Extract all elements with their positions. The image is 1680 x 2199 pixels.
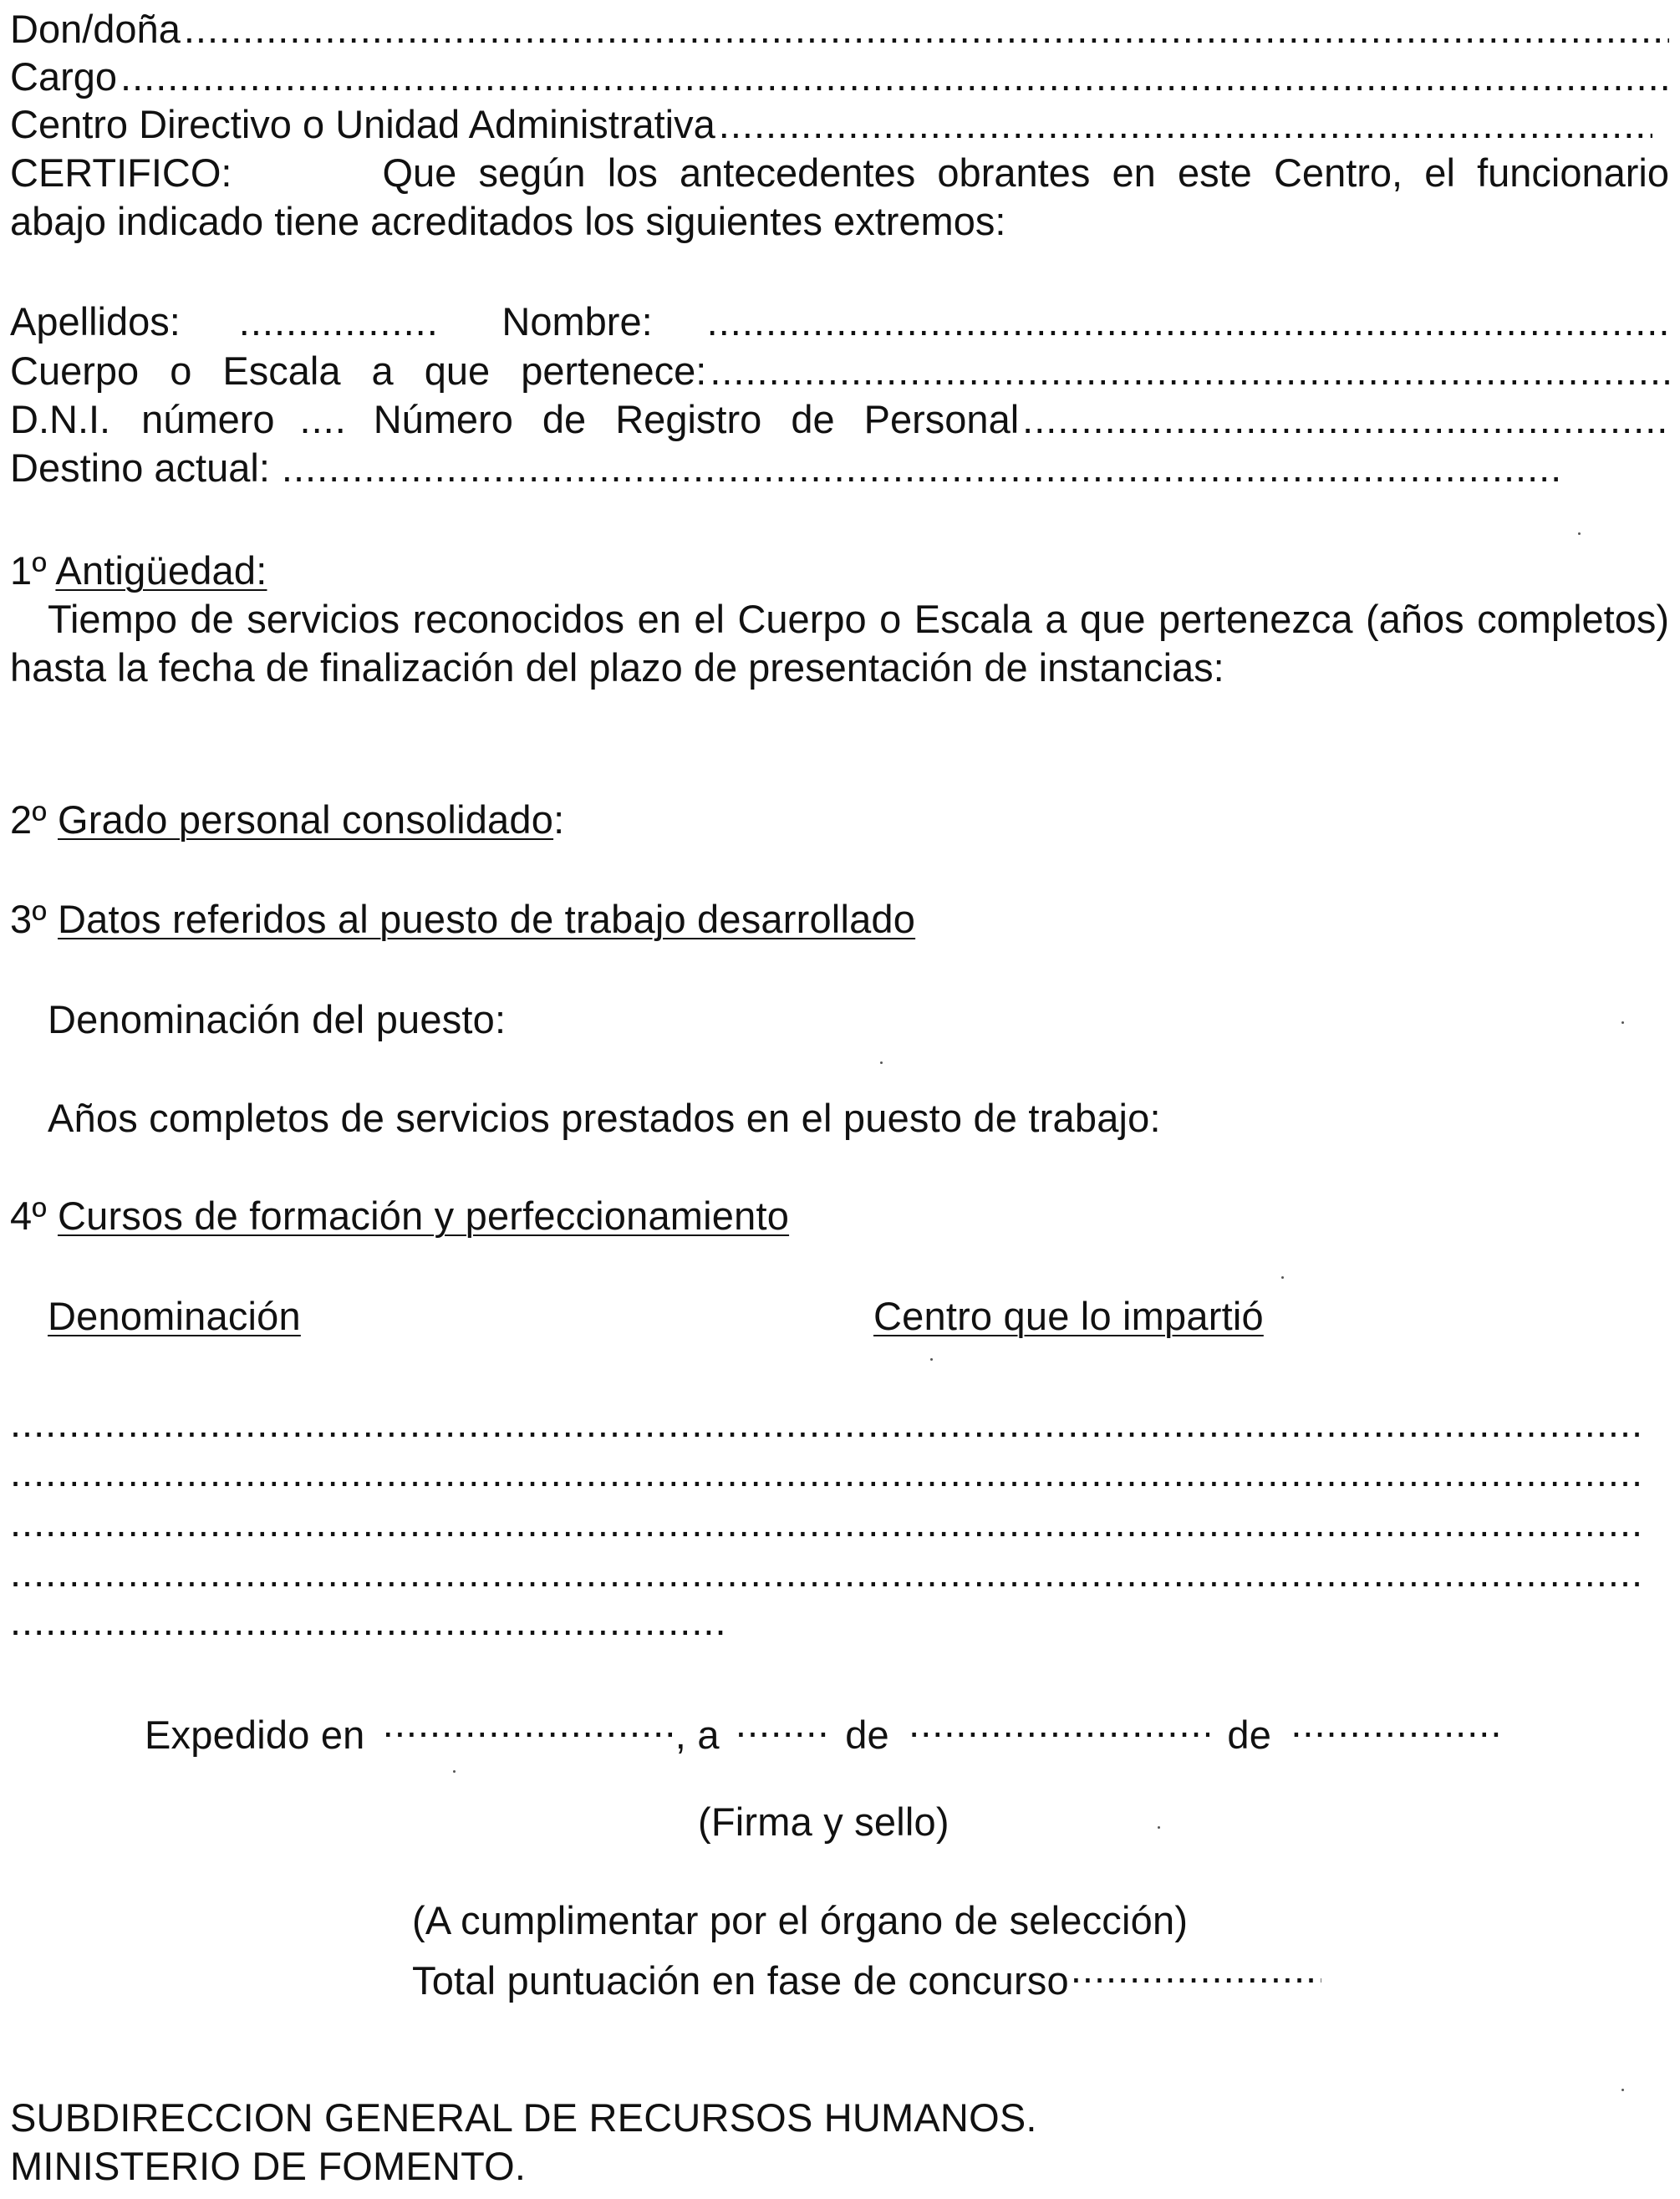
cuerpo-label: Cuerpo o Escala a que pertenece:: [10, 349, 707, 393]
cargo-line: [10, 52, 1669, 102]
don-line: [10, 4, 1669, 54]
datos-title: Datos referidos al puesto de trabajo desarrollado: [57, 897, 916, 941]
expedido-month-blank[interactable]: [909, 1698, 1209, 1749]
dni-label: D.N.I. número: [10, 397, 275, 441]
scan-speck: [1621, 2089, 1624, 2091]
antiguedad-title: Antigüedad:: [55, 548, 267, 593]
subdireccion-line: [10, 2093, 1037, 2143]
curso-blank-line[interactable]: [10, 1456, 1644, 1489]
expedido-label: Expedido en: [145, 1713, 365, 1757]
scan-speck: [453, 1770, 456, 1773]
anos-line: [48, 1093, 1161, 1143]
scan-speck: [880, 1061, 883, 1064]
cargo-label: Cargo: [10, 54, 118, 99]
curso-blank-line[interactable]: [10, 1605, 729, 1638]
col-centro: Centro que lo impartió: [873, 1294, 1264, 1338]
dni-line: [10, 394, 1669, 445]
firma-label: (Firma y sello): [698, 1799, 949, 1844]
firma-line: [698, 1797, 949, 1847]
cumplimentar-label: (A cumplimentar por el órgano de selección): [412, 1898, 1189, 1942]
subdireccion-text: SUBDIRECCION GENERAL DE RECURSOS HUMANOS.: [10, 2095, 1037, 2140]
scan-speck: [1578, 532, 1581, 535]
grado-heading: [10, 795, 564, 845]
certifico-paragraph: [10, 149, 1669, 246]
total-line: [412, 1944, 1321, 2003]
antiguedad-number: 1º: [10, 548, 47, 593]
denominacion-puesto-label: Denominación del puesto:: [48, 997, 507, 1041]
expedido-line: [145, 1698, 1499, 1757]
antiguedad-paragraph: [10, 595, 1669, 692]
datos-heading: [10, 894, 915, 944]
apellidos-nombre-line: [10, 297, 1669, 347]
curso-blank-line[interactable]: [10, 1407, 1644, 1440]
scan-speck: [1281, 1276, 1284, 1279]
scan-speck: [1621, 1021, 1624, 1024]
expedido-place-blank[interactable]: [383, 1698, 675, 1749]
ministerio-text: MINISTERIO DE FOMENTO.: [10, 2144, 527, 2188]
dni-blank[interactable]: [300, 394, 350, 445]
grado-title: Grado personal consolidado: [57, 797, 554, 842]
anos-label: Años completos de servicios prestados en el puesto de trabajo:: [48, 1096, 1161, 1140]
expedido-day-blank[interactable]: [736, 1698, 827, 1749]
don-blank[interactable]: [184, 4, 1669, 54]
col-denominacion: Denominación: [48, 1294, 301, 1338]
cursos-title: Cursos de formación y perfeccionamiento: [57, 1194, 790, 1238]
antiguedad-heading: [10, 546, 267, 596]
apellidos-label: Apellidos:: [10, 299, 181, 344]
grado-number: 2º: [10, 797, 47, 842]
cursos-heading: [10, 1191, 789, 1241]
centro-line: [10, 99, 1652, 150]
nrp-blank[interactable]: [1022, 394, 1669, 445]
col-centro-header: [873, 1291, 1264, 1341]
destino-blank[interactable]: [282, 443, 1565, 493]
ministerio-line: [10, 2141, 526, 2191]
nombre-blank[interactable]: [707, 297, 1669, 347]
scan-speck: [930, 1358, 933, 1361]
don-label: Don/doña: [10, 7, 181, 51]
datos-number: 3º: [10, 897, 47, 941]
cuerpo-line: [10, 346, 1669, 396]
certifico-label: CERTIFICO:: [10, 150, 232, 195]
certifico-text: Que según los antecedentes obrantes en este Centro, el funcionario abajo indicado tiene acreditados los siguientes extremos:: [10, 150, 1669, 243]
cuerpo-blank[interactable]: [710, 346, 1669, 396]
centro-blank[interactable]: [719, 99, 1652, 150]
col-denominacion-header: [48, 1291, 301, 1341]
grado-colon: :: [553, 797, 565, 842]
expedido-a-label: , a: [675, 1713, 720, 1757]
curso-blank-line[interactable]: [10, 1506, 1644, 1540]
nombre-label: Nombre:: [501, 299, 653, 344]
total-label: Total puntuación en fase de concurso: [412, 1958, 1069, 2003]
cumplimentar-line: [412, 1896, 1188, 1946]
denominacion-puesto-line: [48, 995, 506, 1045]
nrp-label: Número de Registro de Personal: [373, 397, 1020, 441]
centro-label: Centro Directivo o Unidad Administrativa: [10, 102, 715, 146]
total-blank[interactable]: [1071, 1944, 1321, 1994]
cursos-number: 4º: [10, 1194, 47, 1238]
destino-label: Destino actual:: [10, 445, 270, 490]
apellidos-blank[interactable]: [239, 297, 440, 347]
destino-line: [10, 443, 1565, 493]
expedido-year-blank[interactable]: [1291, 1698, 1499, 1749]
cargo-blank[interactable]: [120, 52, 1669, 102]
expedido-de-label-1: de: [845, 1713, 889, 1757]
expedido-de-label-2: de: [1227, 1713, 1272, 1757]
curso-blank-line[interactable]: [10, 1556, 1644, 1590]
scan-speck: [1158, 1826, 1160, 1829]
antiguedad-text: Tiempo de servicios reconocidos en el Cuerpo o Escala a que pertenezca (años completos) hasta la fecha de finalización del plazo de presentación de instancias:: [10, 597, 1669, 690]
